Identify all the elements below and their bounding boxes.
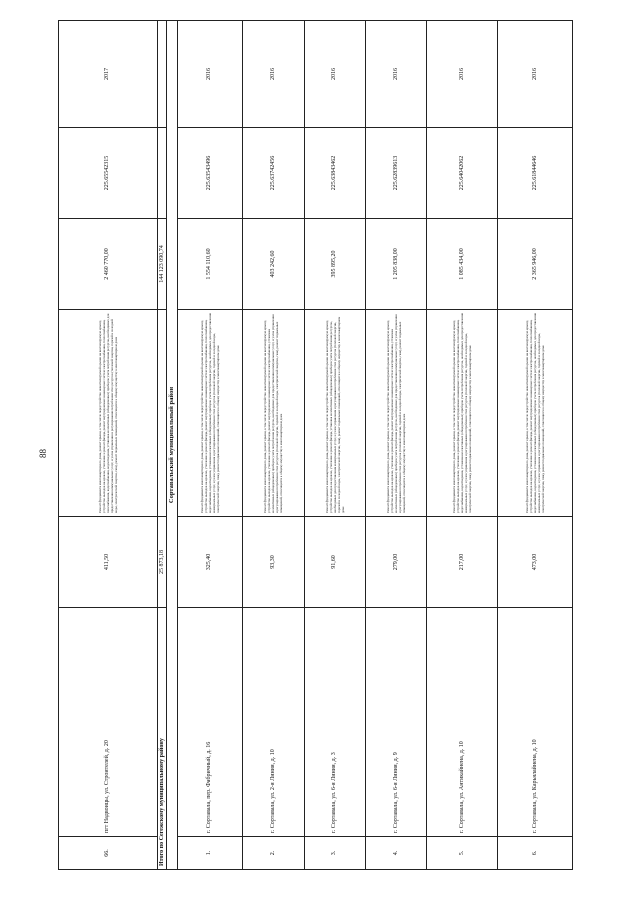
total-empty-cell [157,21,166,128]
work-description-cell: Ремонт фундамента многоквартирного дома, ремонт крыши, в том числе переустройство невентилируемой крыши на вентилируемую крышу, устройство выходов на кровлю, утепление и ремонт фасада, ремонт внутридомовых инженерных систем электроснабжения, установка коллективных (общедомовых) приборов учета потребления ресурсов, необходимых для предоставления коммунальных услуг, и узлов управления и регулирования потребления этих ресурсов (тепловой энергии, горячей и холодной воды, электрической энергии, газа), ремонт подвальных помещений, относящихся к общему имуществу в многоквартирном доме [243,310,304,517]
table-row [59,21,158,870]
row-number: 4. [365,837,426,870]
row-number: 6. [498,837,573,870]
address-cell: г. Сортавала, ул. 2-я Линия, д. 10 [243,608,304,837]
year-cell: 2016 [498,21,573,128]
cost-cell: 1 085 434,00 [427,219,498,310]
address-cell: г. Сортавала, ул. 6-я Линия, д. 3 [304,608,365,837]
year-cell: 2016 [243,21,304,128]
cost-cell: 2 365 946,00 [498,219,573,310]
address-cell: г. Сортавала, ул. Антикайнена, д. 10 [427,608,498,837]
id-cell: 225.64042062 [427,128,498,219]
work-description-cell: Ремонт фундамента многоквартирного дома, ремонт крыши, в том числе переустройство невентилируемой крыши на вентилируемую крышу, устройство выходов на кровлю, утепление и ремонт фасада, ремонт внутридомовых инженерных систем электроснабжения, теплоснабжения, газоснабжения, водоснабжения, водоотведения, установка коллективных (общедомовых) приборов учета потребления ресурсов, необходимых для предоставления коммунальных услуг, и узлов управления и регулирования потребления этих ресурсов (тепловой энергии, горячей и холодной воды, электрической энергии, газа), ремонт подвальных помещений, относящихся к общему имуществу в многоквартирном доме [59,310,158,517]
total-cost: 144 123 090,74 [157,219,166,310]
address-cell: пгт Надвоицы, ул. Строителей, д. 20 [59,608,158,837]
row-number: 1. [177,837,243,870]
area-cell: 93,30 [243,517,304,608]
cost-cell: 395 895,20 [304,219,365,310]
year-cell: 2016 [177,21,243,128]
year-cell: 2016 [304,21,365,128]
id-cell: 225.62839613 [365,128,426,219]
work-description-cell: Ремонт фундамента многоквартирного дома, ремонт крыши, в том числе переустройство невентилируемой крыши на вентилируемую крышу, устройство выходов на кровлю, утепление и ремонт фасада, установка коллективных (общедомовых) приборов учета потребления ресурсов, необходимых для предоставления коммунальных услуг, и узлов управления и регулирования потребления этих ресурсов (тепловой энергии, горячей и холодной воды, электрической энергии, газа), ремонт подвальных помещений, относящихся к общему имуществу в многоквартирном доме [304,310,365,517]
area-cell: 279,00 [365,517,426,608]
id-cell: 225.61844646 [498,128,573,219]
address-cell: г. Сортавала, пер. Фабричный, д. 16 [177,608,243,837]
page-number: 88 [38,449,48,458]
repair-program-table [58,20,573,870]
row-number: 5. [427,837,498,870]
work-description-cell: Ремонт фундамента многоквартирного дома, ремонт крыши, в том числе переустройство невентилируемой крыши на вентилируемую крышу, устройство выходов на кровлю, утепление и ремонт фасада, ремонт внутридомовых инженерных систем электроснабжения, установка коллективных (общедомовых) приборов учета потребления ресурсов, необходимых для предоставления коммунальных услуг, и узлов управления и регулирования потребления этих ресурсов (тепловой энергии, горячей и холодной воды, электрической энергии, газа), ремонт подвальных помещений, относящихся к общему имуществу в многоквартирном доме [365,310,426,517]
table-row [243,21,304,870]
table-row [498,21,573,870]
total-empty-cell [157,310,166,517]
table-row [304,21,365,870]
cost-cell: 1 554 110,60 [177,219,243,310]
total-row [157,21,166,870]
table-row [365,21,426,870]
id-cell: 225.65542315 [59,128,158,219]
row-number: 3. [304,837,365,870]
id-cell: 225.63543496 [177,128,243,219]
cost-cell: 403 242,60 [243,219,304,310]
section-row [167,21,177,870]
area-cell: 325,40 [177,517,243,608]
year-cell: 2016 [427,21,498,128]
cost-cell: 2 460 770,00 [59,219,158,310]
cost-cell: 1 205 838,00 [365,219,426,310]
table-row [427,21,498,870]
area-cell: 411,50 [59,517,158,608]
work-description-cell: Ремонт фундамента многоквартирного дома, ремонт крыши, в том числе переустройство невентилируемой крыши на вентилируемую крышу, устройство выходов на кровлю, утепление и ремонт фасада, ремонт внутридомовых инженерных систем электроснабжения, теплоснабжения, водоснабжения, водоотведения, установка коллективных (общедомовых) приборов учета потребления ресурсов, необходимых для предоставления коммунальных услуг, и узлов управления и регулирования потребления этих ресурсов (тепловой энергии, горячей и холодной воды, электрической энергии, газа), ремонт подвальных помещений, относящихся к общему имуществу в многоквартирном доме [427,310,498,517]
area-cell: 217,00 [427,517,498,608]
id-cell: 225.63843462 [304,128,365,219]
area-cell: 91,60 [304,517,365,608]
total-empty-cell [157,128,166,219]
year-cell: 2016 [365,21,426,128]
id-cell: 225.63742456 [243,128,304,219]
table-row [177,21,243,870]
row-number: 66. [59,837,158,870]
section-title: Сортавальский муниципальный район [167,21,177,870]
total-area: 25 873,18 [157,517,166,608]
row-number: 2. [243,837,304,870]
year-cell: 2017 [59,21,158,128]
address-cell: г. Сортавала, ул. 6-я Линия, д. 9 [365,608,426,837]
rotated-table-container [58,70,573,870]
total-label: Итого по Сегежскому муниципальному району [157,608,166,870]
area-cell: 473,00 [498,517,573,608]
work-description-cell: Ремонт фундамента многоквартирного дома, ремонт крыши, в том числе переустройство невентилируемой крыши на вентилируемую крышу, устройство выходов на кровлю, утепление и ремонт фасада, ремонт внутридомовых инженерных систем электроснабжения, теплоснабжения, водоснабжения, водоотведения, установка коллективных (общедомовых) приборов учета потребления ресурсов, необходимых для предоставления коммунальных услуг, и узлов управления и регулирования потребления этих ресурсов (тепловой энергии, горячей и холодной воды, электрической энергии, газа), ремонт подвальных помещений, относящихся к общему имуществу в многоквартирном доме [498,310,573,517]
address-cell: г. Сортавала, ул. Карьялайнена, д. 10 [498,608,573,837]
work-description-cell: Ремонт фундамента многоквартирного дома, ремонт крыши, в том числе переустройство невентилируемой крыши на вентилируемую крышу, устройство выходов на кровлю, утепление и ремонт фасада, ремонт внутридомовых инженерных систем электроснабжения, теплоснабжения, водоснабжения, водоотведения, установка коллективных (общедомовых) приборов учета потребления ресурсов, необходимых для предоставления коммунальных услуг, и узлов управления и регулирования потребления этих ресурсов (тепловой энергии, горячей и холодной воды, электрической энергии, газа), ремонт подвальных помещений, относящихся к общему имуществу в многоквартирном доме [177,310,243,517]
